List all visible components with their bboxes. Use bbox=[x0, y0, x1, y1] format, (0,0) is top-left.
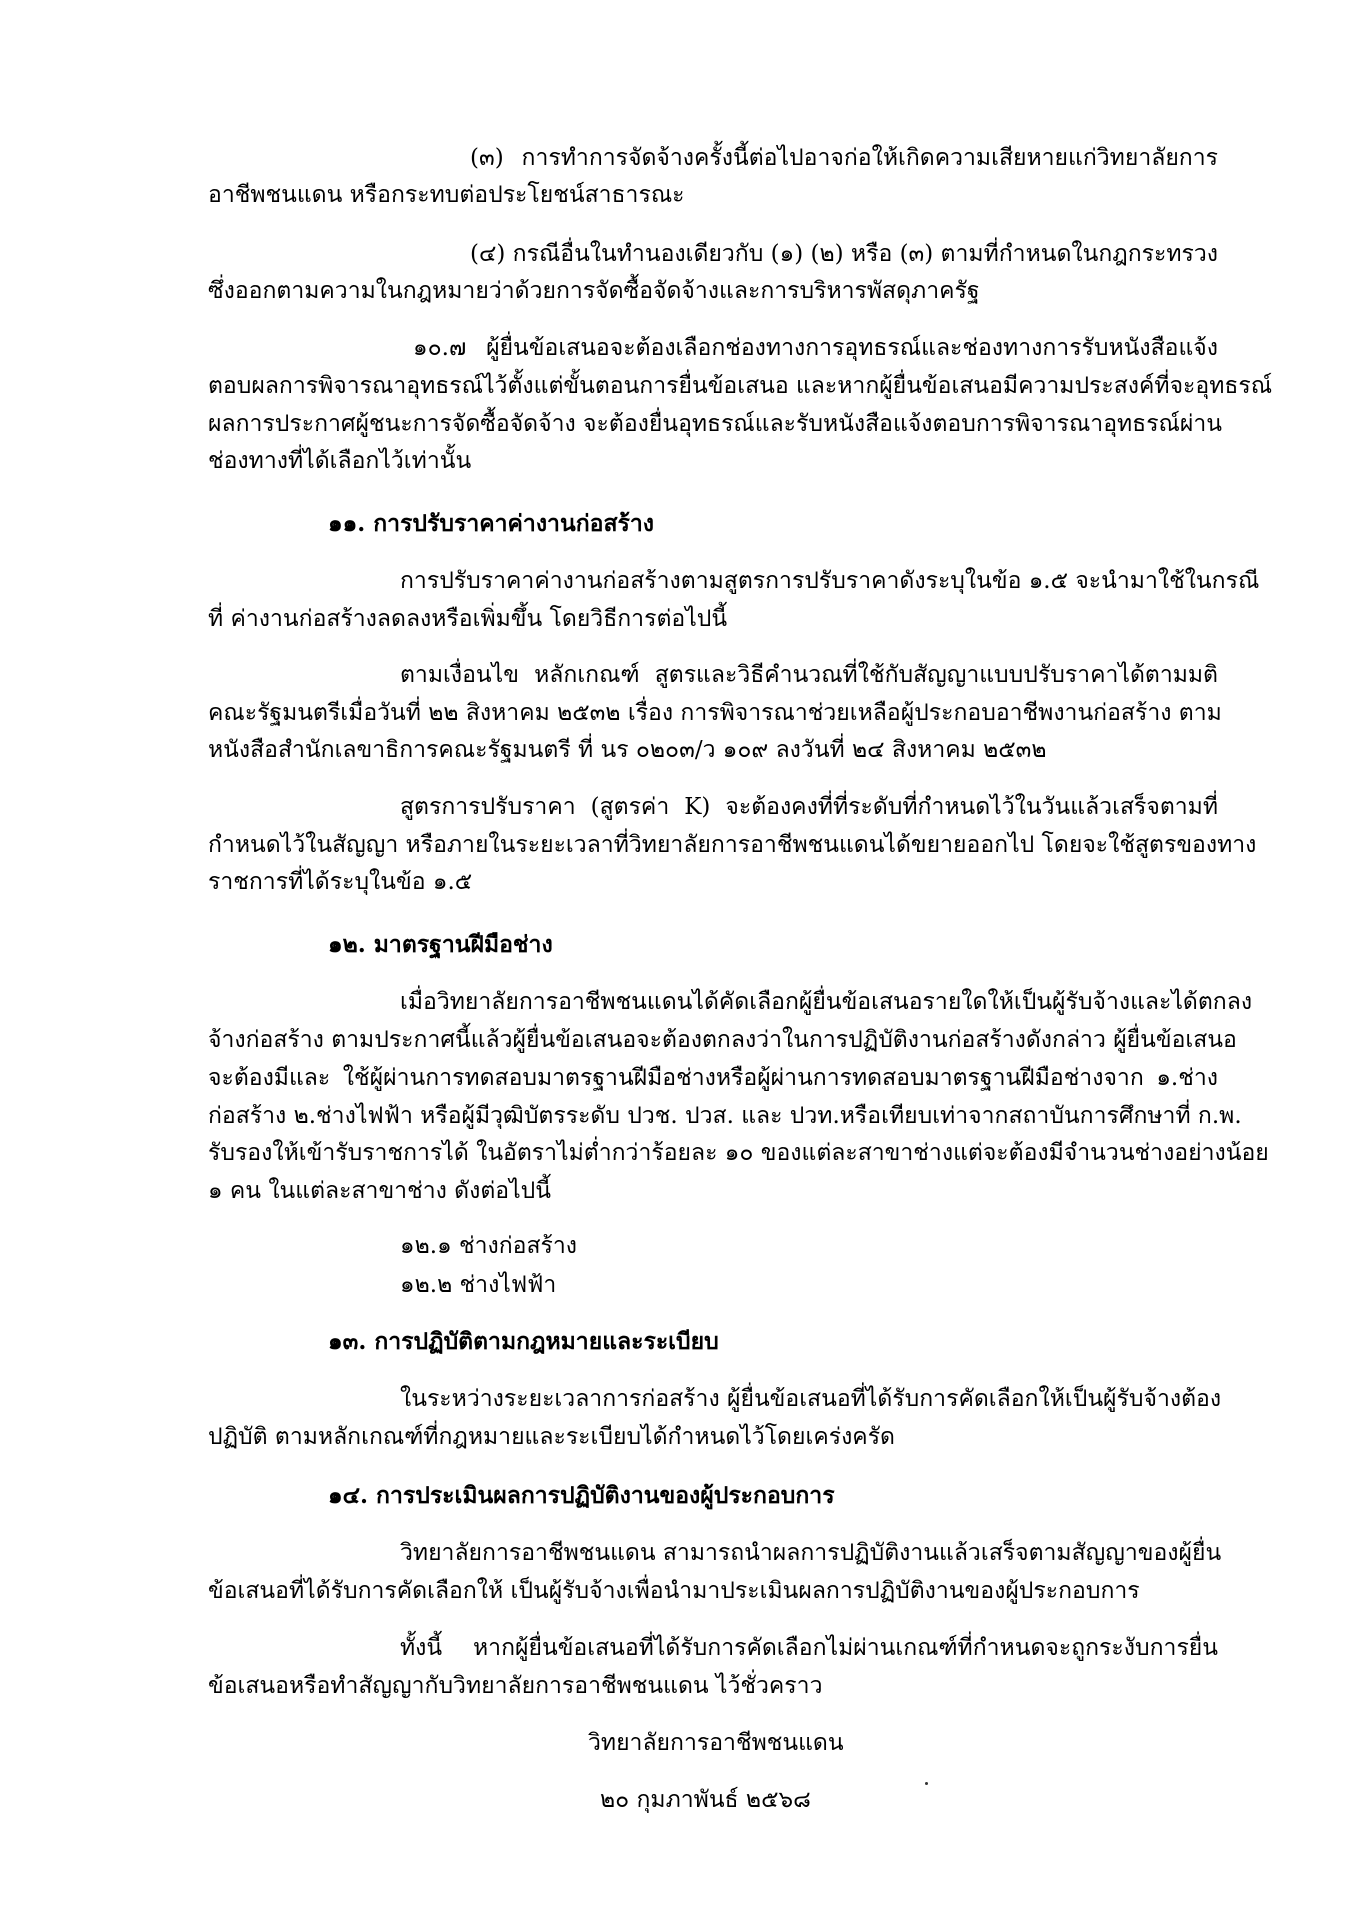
clause-10-7-line-4: ช่องทางที่ได้เลือกไว้เท่านั้น bbox=[208, 448, 472, 474]
section-11-para-3-line-1: สูตรการปรับราคา (สูตรค่า K) จะต้องคงที่ที่ระดับที่กำหนดไว้ในวันแล้วเสร็จตามที่ bbox=[400, 794, 1218, 820]
section-13-para-line-2: ปฏิบัติ ตามหลักเกณฑ์ที่กฎหมายและระเบียบได้กำหนดไว้โดยเคร่งครัด bbox=[208, 1424, 895, 1450]
section-12-heading: ๑๒. มาตรฐานฝีมือช่าง bbox=[328, 931, 553, 958]
section-14-para-2-line-2: ข้อเสนอหรือทำสัญญากับวิทยาลัยการอาชีพชนแดน ไว้ชั่วคราว bbox=[208, 1673, 823, 1699]
section-11-para-1-line-2: ที่ ค่างานก่อสร้างลดลงหรือเพิ่มขึ้น โดยวิธีการต่อไปนี้ bbox=[208, 606, 728, 632]
section-12-para-line-4: ก่อสร้าง ๒.ช่างไฟฟ้า หรือผู้มีวุฒิบัตรระดับ ปวช. ปวส. และ ปวท.หรือเทียบเท่าจากสถาบันการศึกษาที่ ก.พ. bbox=[208, 1103, 1242, 1129]
section-12-para-line-1: เมื่อวิทยาลัยการอาชีพชนแดนได้คัดเลือกผู้ยื่นข้อเสนอรายใดให้เป็นผู้รับจ้างและได้ตกลง bbox=[400, 989, 1253, 1015]
section-12-item-1: ๑๒.๑ ช่างก่อสร้าง bbox=[400, 1233, 578, 1259]
section-11-para-2-line-3: หนังสือสำนักเลขาธิการคณะรัฐมนตรี ที่ นร ๐๒๐๓/ว ๑๐๙ ลงวันที่ ๒๔ สิงหาคม ๒๕๓๒ bbox=[208, 737, 1047, 763]
clause-4-line-2: ซึ่งออกตามความในกฎหมายว่าด้วยการจัดซื้อจัดจ้างและการบริหารพัสดุภาครัฐ bbox=[208, 278, 980, 304]
section-13-heading: ๑๓. การปฏิบัติตามกฎหมายและระเบียบ bbox=[328, 1328, 719, 1355]
section-11-heading: ๑๑. การปรับราคาค่างานก่อสร้าง bbox=[328, 510, 654, 537]
section-14-para-1-line-2: ข้อเสนอที่ได้รับการคัดเลือกให้ เป็นผู้รับจ้างเพื่อนำมาประเมินผลการปฏิบัติงานของผู้ประกอบการ bbox=[208, 1578, 1140, 1604]
section-12-para-line-6: ๑ คน ในแต่ละสาขาช่าง ดังต่อไปนี้ bbox=[208, 1178, 551, 1204]
section-14-heading: ๑๔. การประเมินผลการปฏิบัติงานของผู้ประกอบการ bbox=[328, 1482, 835, 1509]
clause-10-7-line-2: ตอบผลการพิจารณาอุทธรณ์ไว้ตั้งแต่ขั้นตอนการยื่นข้อเสนอ และหากผู้ยื่นข้อเสนอมีความประสงค์ที่จะอุทธรณ์ bbox=[208, 373, 1273, 399]
clause-4-line-1: (๔) กรณีอื่นในทำนองเดียวกับ (๑) (๒) หรือ (๓) ตามที่กำหนดในกฎกระทรวง bbox=[470, 241, 1218, 267]
clause-3-line-2: อาชีพชนแดน หรือกระทบต่อประโยชน์สาธารณะ bbox=[208, 182, 685, 208]
scan-speck bbox=[925, 1782, 928, 1785]
clause-3-line-1: (๓) การทำการจัดจ้างครั้งนี้ต่อไปอาจก่อให้เกิดความเสียหายแก่วิทยาลัยการ bbox=[470, 145, 1218, 171]
issue-date: ๒๐ กุมภาพันธ์ ๒๕๖๘ bbox=[600, 1787, 811, 1813]
section-14-para-1-line-1: วิทยาลัยการอาชีพชนแดน สามารถนำผลการปฏิบัติงานแล้วเสร็จตามสัญญาของผู้ยื่น bbox=[400, 1540, 1222, 1566]
section-11-para-3-line-2: กำหนดไว้ในสัญญา หรือภายในระยะเวลาที่วิทยาลัยการอาชีพชนแดนได้ขยายออกไป โดยจะใช้สูตรของทาง bbox=[208, 832, 1257, 858]
section-11-para-2-line-1: ตามเงื่อนไข หลักเกณฑ์ สูตรและวิธีคำนวณที่ใช้กับสัญญาแบบปรับราคาได้ตามมติ bbox=[400, 662, 1218, 688]
section-11-para-3-line-3: ราชการที่ได้ระบุในข้อ ๑.๕ bbox=[208, 869, 473, 895]
issuer-name: วิทยาลัยการอาชีพชนแดน bbox=[588, 1730, 844, 1756]
section-11-para-2-line-2: คณะรัฐมนตรีเมื่อวันที่ ๒๒ สิงหาคม ๒๕๓๒ เรื่อง การพิจารณาช่วยเหลือผู้ประกอบอาชีพงานก่อสร้าง ตาม bbox=[208, 700, 1222, 726]
section-13-para-line-1: ในระหว่างระยะเวลาการก่อสร้าง ผู้ยื่นข้อเสนอที่ได้รับการคัดเลือกให้เป็นผู้รับจ้างต้อง bbox=[400, 1386, 1222, 1412]
clause-10-7-line-3: ผลการประกาศผู้ชนะการจัดซื้อจัดจ้าง จะต้องยื่นอุทธรณ์และรับหนังสือแจ้งตอบการพิจารณาอุทธรณ์ผ่าน bbox=[208, 411, 1223, 437]
section-12-para-line-3: จะต้องมีและ ใช้ผู้ผ่านการทดสอบมาตรฐานฝีมือช่างหรือผู้ผ่านการทดสอบมาตรฐานฝีมือช่างจาก ๑.ช่าง bbox=[208, 1065, 1218, 1091]
section-12-para-line-2: จ้างก่อสร้าง ตามประกาศนี้แล้วผู้ยื่นข้อเสนอจะต้องตกลงว่าในการปฏิบัติงานก่อสร้างดังกล่าว ผู้ยื่นข้อเสนอ bbox=[208, 1027, 1237, 1053]
section-11-para-1-line-1: การปรับราคาค่างานก่อสร้างตามสูตรการปรับราคาดังระบุในข้อ ๑.๕ จะนำมาใช้ในกรณี bbox=[400, 568, 1260, 594]
section-12-para-line-5: รับรองให้เข้ารับราชการได้ ในอัตราไม่ต่ำกว่าร้อยละ ๑๐ ของแต่ละสาขาช่างแต่จะต้องมีจำนวนช่างอย่างน้อย bbox=[208, 1140, 1269, 1166]
clause-10-7-line-1: ๑๐.๗ ผู้ยื่นข้อเสนอจะต้องเลือกช่องทางการอุทธรณ์และช่องทางการรับหนังสือแจ้ง bbox=[413, 335, 1218, 361]
section-12-item-2: ๑๒.๒ ช่างไฟฟ้า bbox=[400, 1272, 557, 1298]
section-14-para-2-line-1: ทั้งนี้ หากผู้ยื่นข้อเสนอที่ได้รับการคัดเลือกไม่ผ่านเกณฑ์ที่กำหนดจะถูกระงับการยื่น bbox=[400, 1635, 1218, 1661]
